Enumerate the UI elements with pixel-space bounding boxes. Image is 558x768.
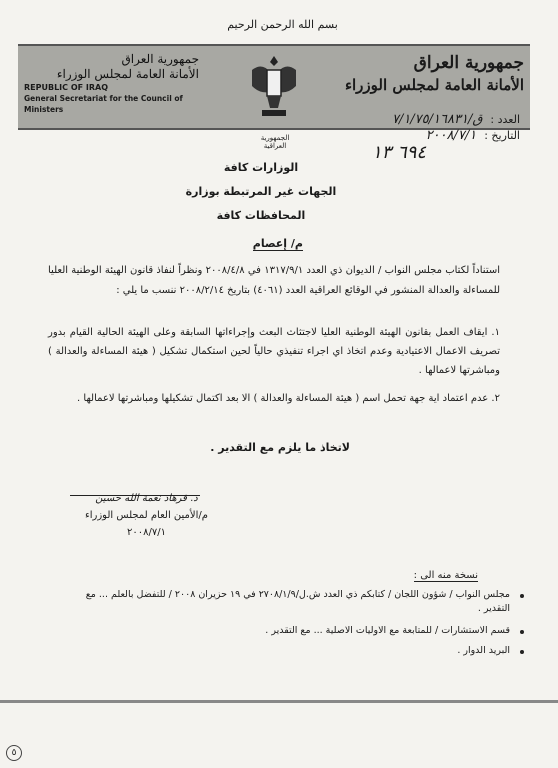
signatory-name: د. فرهاد نعمة الله حسين	[95, 493, 198, 504]
closing-line: لاتخاذ ما يلزم مع التقدير .	[210, 441, 350, 454]
letterhead-left-ar-2: الأمانة العامة لمجلس الوزراء	[56, 67, 199, 81]
iraq-emblem-icon	[248, 52, 300, 120]
letterhead-left	[24, 52, 199, 115]
bismillah-text: بسم الله الرحمن الرحيم	[227, 18, 338, 31]
copy-item-1: مجلس النواب / شؤون اللجان / كتابكم ذي العدد ش.ل/٢٧٠٨/١/٩ في ١٩ حزيران ٢٠٠٨ / للتفضل بالعلم ... مع التقدير .	[85, 589, 510, 614]
addressee-line: المحافظات كافة	[216, 209, 306, 222]
bullet-marker	[520, 630, 524, 634]
reference-block	[290, 112, 520, 144]
bullet-marker	[520, 594, 524, 598]
addressee-line: الوزارات كافة	[223, 161, 299, 174]
addressee-block	[176, 156, 346, 228]
signature-date: ٢٠٠٨/٧/١	[127, 527, 166, 538]
intro-paragraph: استناداً لكتاب مجلس النواب / الديوان ذي العدد ١٣١٧/٩/١ في ٢٠٠٨/٤/٨ ونظراً لنفاذ قانون الهيئة الوطنية العليا للمساءلة والعدالة المنشور في الوقائع العراقية العدد (٤٠٦١) بتاريخ ٢٠٠٨/٢/١٤ ننسب ما يلي :	[48, 265, 500, 296]
letterhead-left-en-2: General Secretariat for the Council of Ministers	[24, 94, 183, 114]
page-number: ٥	[6, 745, 22, 761]
number-label: العدد :	[490, 113, 520, 126]
footer-rule	[0, 700, 558, 703]
handwritten-annotation: ٦٩٤ ١٣	[372, 142, 427, 163]
addressee-line: الجهات غير المرتبطة بوزارة	[185, 185, 337, 198]
letterhead-left-ar-1: جمهورية العراق	[121, 52, 199, 66]
subject-line: م/ إعصام	[252, 237, 303, 250]
letterhead-right	[314, 52, 524, 96]
signatory-title: م/الأمين العام لمجلس الوزراء	[85, 510, 208, 521]
reference-number-row	[290, 112, 520, 128]
body-item-2: ٢. عدم اعتماد اية جهة تحمل اسم ( هيئة المساءلة والعدالة ) الا بعد اكتمال تشكيلها ومباشرتها لاعمالها .	[77, 393, 500, 404]
body-item-1: ١. ايقاف العمل بقانون الهيئة الوطنية العليا لاجتثاث البعث وإجراءاتها السابقة وعلى الهيئة الحالية القيام بدور تصريف الاعمال الاعتيادية وعدم اتخاذ اي اجراء تنفيذي حالياً لحين استكمال تشكيل ( هيئة المساءلة والعدالة ) ومباشرتها لاعمالها .	[48, 327, 500, 376]
letterhead-right-ar-1: جمهورية العراق	[413, 53, 524, 73]
copies-heading: نسخة منه الى :	[413, 570, 478, 581]
copy-item-3: البريد الدوار .	[457, 645, 510, 656]
signature-block	[74, 490, 219, 541]
copy-item-2: قسم الاستشارات / للمتابعة مع الاوليات الاصلية ... مع التقدير .	[265, 625, 510, 636]
letterhead-left-en-1: REPUBLIC OF IRAQ	[24, 83, 108, 92]
number-value: ق/٧/١/٧٥/١٦٨٣١	[391, 112, 483, 127]
bullet-marker	[520, 650, 524, 654]
emblem-caption: الجمهورية العراقية	[260, 134, 290, 150]
date-label: التاريخ :	[484, 129, 520, 142]
date-value: ٢٠٠٨/٧/١	[425, 128, 477, 143]
letterhead-right-ar-2: الأمانة العامة لمجلس الوزراء	[344, 76, 524, 94]
